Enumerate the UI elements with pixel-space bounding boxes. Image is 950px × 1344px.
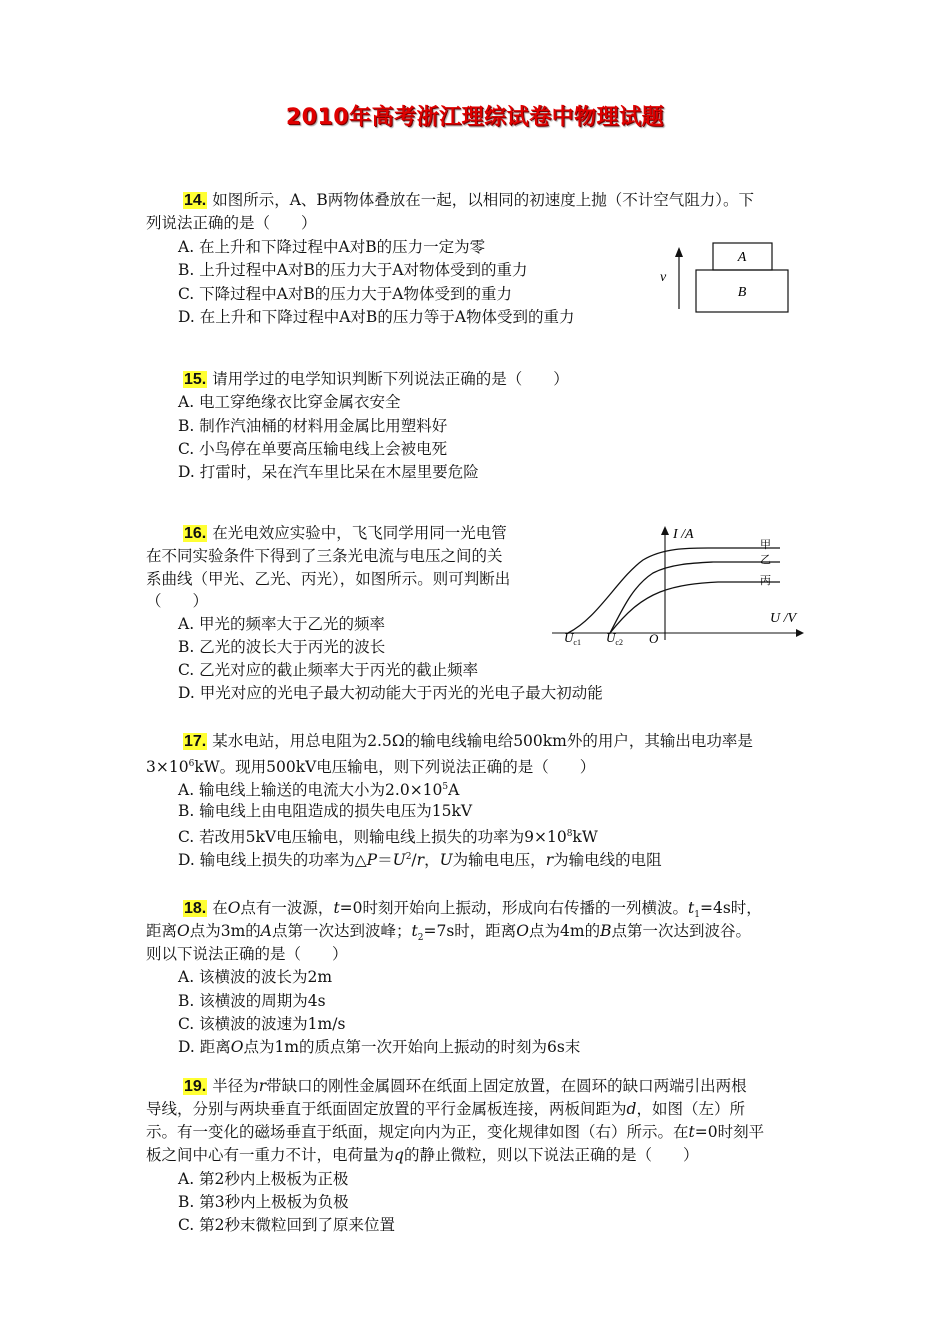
q18-option-d: D. 距离O点为1m的质点第一次开始向上振动的时刻为6s末 xyxy=(178,1038,581,1056)
q18-number: 18. xyxy=(184,900,207,917)
block-a-label: A xyxy=(737,250,747,265)
uc2-label: $U_{c2}$ xyxy=(606,630,623,647)
q19-stem-line4: 板之间中心有一重力不计，电荷量为q的静止微粒，则以下说法正确的是（ ） xyxy=(146,1146,699,1164)
q19-option-a: A. 第2秒内上极板为正极 xyxy=(178,1170,349,1188)
origin-label: O xyxy=(649,631,659,646)
page-title: 2010年高考浙江理综试卷中物理试题 xyxy=(285,105,665,130)
q15-option-c: C. 小鸟停在单要高压输电线上会被电死 xyxy=(178,440,448,458)
i-axis-label: I /A xyxy=(673,527,694,542)
q18-stem-line1: 18. 在O点有一波源，t=0时刻开始向上振动，形成向右传播的一列横波。$t_1=4s$时， xyxy=(184,899,762,921)
q16-option-c: C. 乙光对应的截止频率大于丙光的截止频率 xyxy=(178,661,479,679)
q16-number: 16. xyxy=(184,525,207,542)
q14-stem-line2: 列说法正确的是（ ） xyxy=(146,214,317,232)
q19-number: 19. xyxy=(184,1078,207,1095)
q17-option-d: D. 输电线上损失的功率为$\triangle P=U^2/r$，U为输电电压，r为输电线的电阻 xyxy=(178,851,662,870)
velocity-arrowhead xyxy=(675,247,683,257)
q19-stem-line1: 19. 半径为r带缺口的刚性金属圆环在纸面上固定放置，在圆环的缺口两端引出两根 xyxy=(184,1077,747,1095)
q17-option-b: B. 输电线上由电阻造成的损失电压为15kV xyxy=(178,802,473,820)
q16-stem-line3: 系曲线（甲光、乙光、丙光），如图所示。则可判断出 xyxy=(146,570,511,588)
q14-number: 14. xyxy=(184,192,207,209)
q14-option-c: C. 下降过程中A对B的压力大于A物体受到的重力 xyxy=(178,285,512,303)
q18-option-c: C. 该横波的波速为1m/s xyxy=(178,1015,346,1033)
q19-option-c: C. 第2秒末微粒回到了原来位置 xyxy=(178,1216,396,1234)
q14-option-a: A. 在上升和下降过程中A对B的压力一定为零 xyxy=(178,238,486,256)
q15-option-d: D. 打雷时，呆在汽车里比呆在木屋里要危险 xyxy=(178,463,479,481)
q18-option-b: B. 该横波的周期为4s xyxy=(178,992,326,1010)
q15-option-a: A. 电工穿绝缘衣比穿金属衣安全 xyxy=(178,393,401,411)
u-axis-label: U /V xyxy=(770,611,797,626)
curve-label-bing: 丙 xyxy=(760,575,771,587)
q17-option-c: C. 若改用5kV电压输电，则输电线上损失的功率为$9\times 10^8kW$ xyxy=(178,828,598,847)
q18-stem-line3: 则以下说法正确的是（ ） xyxy=(146,945,348,963)
block-b-label: B xyxy=(737,285,747,300)
q19-option-b: B. 第3秒内上极板为负极 xyxy=(178,1193,349,1211)
q16-option-a: A. 甲光的频率大于乙光的频率 xyxy=(178,615,386,633)
q16-stem-line1: 16. 在光电效应实验中，飞飞同学用同一光电管 xyxy=(184,524,507,542)
q16-option-b: B. 乙光的波长大于丙光的波长 xyxy=(178,638,386,656)
u-axis-arrowhead xyxy=(796,629,804,637)
q15-number: 15. xyxy=(184,371,207,388)
q18-option-a: A. 该横波的波长为2m xyxy=(178,968,333,986)
q17-stem-line2: $3\times 10^6kW$。现用500kV电压输电，则下列说法正确的是（ ） xyxy=(146,758,596,777)
q16-stem-line4: （ ） xyxy=(146,592,209,610)
curve-yi xyxy=(610,562,780,633)
i-axis-arrowhead xyxy=(661,526,669,535)
q15-stem-line1: 15. 请用学过的电学知识判断下列说法正确的是（ ） xyxy=(184,370,569,388)
q14-option-d: D. 在上升和下降过程中A对B的压力等于A物体受到的重力 xyxy=(178,308,575,326)
q19-stem-line3: 示。有一变化的磁场垂直于纸面，规定向内为正，变化规律如图（右）所示。在t=0时刻平 xyxy=(146,1123,765,1141)
q19-stem-line2: 导线，分别与两块垂直于纸面固定放置的平行金属板连接，两板间距为d，如图（左）所 xyxy=(146,1100,745,1118)
q14-option-b: B. 上升过程中A对B的压力大于A对物体受到的重力 xyxy=(178,261,528,279)
uc1-label: $U_{c1}$ xyxy=(564,630,581,647)
q17-stem-line1: 17. 某水电站，用总电阻为2.5Ω的输电线输电给500km外的用户，其输出电功率是 xyxy=(184,732,753,750)
q15-option-b: B. 制作汽油桶的材料用金属比用塑料好 xyxy=(178,417,448,435)
velocity-label: v xyxy=(660,270,667,285)
q18-stem-line2: 距离O点为3m的A点第一次达到波峰；$t_2=7s$时，距离O点为4m的B点第一次达到波谷。 xyxy=(146,922,751,944)
q16-option-d: D. 甲光对应的光电子最大初动能大于丙光的光电子最大初动能 xyxy=(178,684,603,702)
q14-stem-line1: 14. 如图所示，A、B两物体叠放在一起，以相同的初速度上抛（不计空气阻力）。下 xyxy=(184,191,755,209)
curve-label-yi: 乙 xyxy=(760,554,771,566)
q17-number: 17. xyxy=(184,733,207,750)
photoelectric-iv-graph xyxy=(548,518,808,648)
q17-option-a: A. 输电线上输送的电流大小为$2.0\times 10^5A$ xyxy=(178,781,460,800)
curve-jia xyxy=(568,548,780,633)
curve-label-jia: 甲 xyxy=(760,539,771,551)
stacked-blocks-figure xyxy=(650,235,800,320)
q16-stem-line2: 在不同实验条件下得到了三条光电流与电压之间的关 xyxy=(146,547,503,565)
